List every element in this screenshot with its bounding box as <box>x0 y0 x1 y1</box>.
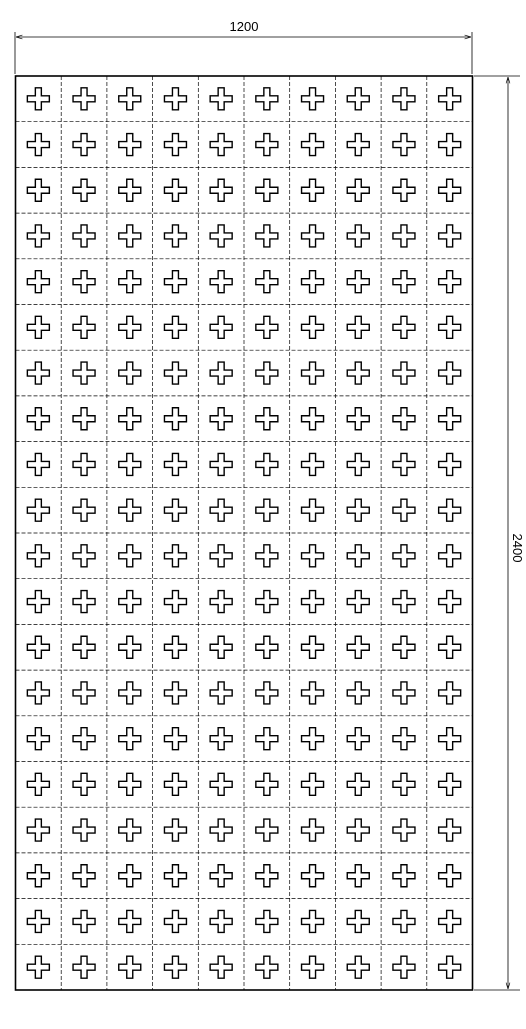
cross-cutout-icon <box>439 636 461 658</box>
cross-cutout-icon <box>73 179 95 201</box>
cross-cutout-icon <box>439 408 461 430</box>
height-label: 2400 <box>510 533 525 563</box>
cross-cutout-icon <box>393 316 415 338</box>
cross-cutout-icon <box>27 179 49 201</box>
cross-cutout-icon <box>439 499 461 521</box>
cross-cutout-icon <box>119 362 141 384</box>
cross-cutout-icon <box>27 545 49 567</box>
cross-cutout-icon <box>256 408 278 430</box>
cross-cutout-icon <box>73 88 95 110</box>
cross-cutout-icon <box>73 362 95 384</box>
cross-cutout-icon <box>347 636 369 658</box>
cross-cutout-icon <box>119 316 141 338</box>
cross-cutout-icon <box>302 316 324 338</box>
cross-cutout-icon <box>256 636 278 658</box>
cross-cutout-icon <box>302 225 324 247</box>
cross-cutout-icon <box>164 728 186 750</box>
cross-cutout-icon <box>439 865 461 887</box>
cross-cutout-icon <box>73 545 95 567</box>
cross-cutout-icon <box>256 271 278 293</box>
cross-cutout-icon <box>393 179 415 201</box>
cross-cutout-icon <box>164 134 186 156</box>
cross-cutout-icon <box>119 956 141 978</box>
cross-cutout-icon <box>439 545 461 567</box>
cross-cutout-icon <box>439 956 461 978</box>
cross-cutout-icon <box>256 134 278 156</box>
cross-cutout-icon <box>119 179 141 201</box>
cross-cutout-icon <box>256 956 278 978</box>
cross-cutout-icon <box>119 819 141 841</box>
cross-cutout-icon <box>210 134 232 156</box>
cross-cutout-icon <box>119 591 141 613</box>
cross-cutout-icon <box>164 910 186 932</box>
cross-cutout-icon <box>119 499 141 521</box>
cross-cutout-icon <box>164 179 186 201</box>
cross-cutout-icon <box>210 819 232 841</box>
cross-cutout-icon <box>256 910 278 932</box>
cross-cutout-icon <box>164 88 186 110</box>
cross-cutout-icon <box>210 362 232 384</box>
cross-cutout-icon <box>27 591 49 613</box>
cross-cutout-icon <box>210 408 232 430</box>
cross-cutout-icon <box>27 453 49 475</box>
cross-cutout-icon <box>256 453 278 475</box>
cross-cutout-icon <box>439 134 461 156</box>
cross-cutout-icon <box>119 271 141 293</box>
cross-cutout-icon <box>73 453 95 475</box>
cross-cutout-icon <box>439 773 461 795</box>
cross-cutout-icon <box>393 408 415 430</box>
cross-cutout-icon <box>347 499 369 521</box>
cross-cutout-icon <box>210 225 232 247</box>
cross-cutout-icon <box>302 865 324 887</box>
cross-cutout-icon <box>439 591 461 613</box>
cross-cutout-icon <box>210 179 232 201</box>
cross-cutout-icon <box>256 682 278 704</box>
cross-cutout-icon <box>73 408 95 430</box>
cross-cutout-icon <box>302 179 324 201</box>
cross-cutout-icon <box>347 910 369 932</box>
cross-cutout-icon <box>119 453 141 475</box>
cross-cutout-icon <box>347 956 369 978</box>
cross-cutout-icon <box>439 728 461 750</box>
cross-cutout-icon <box>347 773 369 795</box>
cross-cutout-icon <box>164 362 186 384</box>
cross-cutout-icon <box>73 225 95 247</box>
cross-cutout-icon <box>256 545 278 567</box>
cross-cutout-icon <box>347 819 369 841</box>
cross-cutout-icon <box>302 134 324 156</box>
cross-cutout-icon <box>210 591 232 613</box>
cross-cutout-icon <box>27 956 49 978</box>
cross-cutout-icon <box>256 773 278 795</box>
cross-cutout-icon <box>439 362 461 384</box>
cross-cutout-icon <box>393 956 415 978</box>
cross-cutout-icon <box>210 682 232 704</box>
cross-cutout-icon <box>73 682 95 704</box>
width-label: 1200 <box>229 19 259 34</box>
cross-cutout-icon <box>119 134 141 156</box>
cross-cutout-icon <box>347 316 369 338</box>
cross-cutout-icon <box>164 453 186 475</box>
cross-cutout-icon <box>119 88 141 110</box>
cross-cutout-icon <box>164 499 186 521</box>
cross-cutout-icon <box>210 636 232 658</box>
cross-cutout-icon <box>393 591 415 613</box>
cross-cutout-icon <box>393 773 415 795</box>
cross-cutout-icon <box>119 865 141 887</box>
cross-cutout-icon <box>439 910 461 932</box>
cross-cutout-icon <box>256 225 278 247</box>
cross-cutout-icon <box>439 225 461 247</box>
cross-cutout-icon <box>27 682 49 704</box>
cross-cutout-icon <box>393 453 415 475</box>
cross-cutout-icon <box>347 179 369 201</box>
cross-cutout-icon <box>393 271 415 293</box>
cross-cutout-icon <box>73 773 95 795</box>
cross-cutout-icon <box>393 134 415 156</box>
cross-cutout-icon <box>393 362 415 384</box>
cross-cutout-icon <box>347 134 369 156</box>
cross-cutout-icon <box>302 636 324 658</box>
cross-cutout-icon <box>393 499 415 521</box>
cross-cutout-icon <box>393 636 415 658</box>
cross-cutout-icon <box>27 316 49 338</box>
cross-cutout-icon <box>119 545 141 567</box>
cross-cutout-icon <box>210 453 232 475</box>
cross-cutout-icon <box>347 865 369 887</box>
cross-cutout-icon <box>119 225 141 247</box>
cross-cutout-icon <box>164 271 186 293</box>
cross-cutout-icon <box>347 545 369 567</box>
cross-cutout-icon <box>347 591 369 613</box>
cross-cutout-icon <box>347 728 369 750</box>
cross-cutout-icon <box>256 179 278 201</box>
cross-cutout-icon <box>439 682 461 704</box>
cross-cutout-icon <box>27 773 49 795</box>
width-dimension <box>15 19 472 74</box>
cross-cutout-icon <box>27 88 49 110</box>
cross-cutout-icon <box>256 88 278 110</box>
cross-cutout-icon <box>302 453 324 475</box>
cross-cutout-icon <box>439 453 461 475</box>
cross-cutout-icon <box>210 499 232 521</box>
cross-cutout-icon <box>439 88 461 110</box>
cross-cutout-icon <box>256 362 278 384</box>
cross-cutout-icon <box>73 636 95 658</box>
cross-cutout-icon <box>164 545 186 567</box>
cross-cutout-icon <box>256 728 278 750</box>
cross-cutout-icon <box>210 910 232 932</box>
cross-cutout-icon <box>439 271 461 293</box>
cross-cutout-icon <box>439 179 461 201</box>
cross-cutout-icon <box>347 271 369 293</box>
cross-cutout-icon <box>164 773 186 795</box>
cross-cutout-icon <box>27 819 49 841</box>
cross-cutout-icon <box>119 408 141 430</box>
cross-cutout-icon <box>164 225 186 247</box>
cross-cutout-icon <box>27 636 49 658</box>
cross-cutout-icon <box>73 865 95 887</box>
cross-cutout-icon <box>393 682 415 704</box>
cross-cutout-icon <box>27 408 49 430</box>
cross-cutout-icon <box>302 819 324 841</box>
cross-cutout-icon <box>73 819 95 841</box>
cross-cutout-icon <box>27 865 49 887</box>
cross-cutout-icon <box>27 134 49 156</box>
cross-cutout-icon <box>256 316 278 338</box>
cross-cutout-icon <box>393 545 415 567</box>
cross-cutout-icon <box>302 499 324 521</box>
cross-cutout-icon <box>256 865 278 887</box>
cross-cutout-icon <box>302 545 324 567</box>
cross-cutout-icon <box>302 773 324 795</box>
cross-cutout-icon <box>210 956 232 978</box>
cross-cutout-icon <box>393 819 415 841</box>
cross-cutout-icon <box>73 134 95 156</box>
cross-cutout-icon <box>256 819 278 841</box>
cross-cutout-icon <box>302 956 324 978</box>
cross-cutout-icon <box>119 636 141 658</box>
cross-cutout-icon <box>27 499 49 521</box>
cross-cutout-icon <box>164 865 186 887</box>
cross-cutout-icon <box>210 773 232 795</box>
height-dimension <box>474 76 525 990</box>
cross-cutout-icon <box>393 910 415 932</box>
cross-cutout-icon <box>164 591 186 613</box>
cross-cutout-icon <box>27 362 49 384</box>
cross-cutout-icon <box>439 819 461 841</box>
cross-cutout-icon <box>27 271 49 293</box>
cross-cutout-icon <box>393 728 415 750</box>
cross-cutout-icon <box>347 225 369 247</box>
cross-cutout-icon <box>73 910 95 932</box>
cross-cutout-icon <box>73 271 95 293</box>
cross-cutout-icon <box>73 728 95 750</box>
cross-cutout-icon <box>439 316 461 338</box>
cross-cutout-icon <box>73 499 95 521</box>
cross-cutout-icon <box>347 408 369 430</box>
cross-cutout-icon <box>302 271 324 293</box>
cross-cutout-icon <box>164 956 186 978</box>
cross-cutout-icon <box>347 682 369 704</box>
cross-cutout-icon <box>27 225 49 247</box>
cross-cutout-icon <box>302 88 324 110</box>
cross-cutout-icon <box>119 728 141 750</box>
cross-cutout-icon <box>302 910 324 932</box>
cross-cutout-icon <box>164 408 186 430</box>
cross-cutout-icon <box>302 728 324 750</box>
cross-cutout-icon <box>302 362 324 384</box>
cross-cutout-icon <box>302 408 324 430</box>
cross-cutout-icon <box>73 956 95 978</box>
cross-cutout-icon <box>119 773 141 795</box>
cross-cutout-icon <box>73 316 95 338</box>
cell-grid <box>16 76 473 990</box>
cross-cutout-icon <box>347 362 369 384</box>
cross-cutout-icon <box>119 682 141 704</box>
cross-cutout-icon <box>27 728 49 750</box>
cross-cutout-icon <box>164 636 186 658</box>
cross-cutout-icon <box>164 316 186 338</box>
cross-cutout-icon <box>347 453 369 475</box>
cross-cutout-icon <box>393 88 415 110</box>
cross-cutout-icon <box>210 88 232 110</box>
cross-cutout-icon <box>73 591 95 613</box>
cross-cutout-icon <box>302 682 324 704</box>
cross-cutout-icon <box>302 591 324 613</box>
cross-cutout-icon <box>256 499 278 521</box>
cross-cutout-icon <box>210 316 232 338</box>
cross-cutout-icon <box>347 88 369 110</box>
cross-cutout-icon <box>164 682 186 704</box>
cross-cutout-icon <box>210 271 232 293</box>
cross-cutout-icon <box>256 591 278 613</box>
cross-cutout-icon <box>210 865 232 887</box>
cross-cutout-icon <box>393 225 415 247</box>
cross-cutout-icon <box>119 910 141 932</box>
cross-cutout-icon <box>210 545 232 567</box>
cross-cutout-icon <box>393 865 415 887</box>
cross-cutout-icon <box>210 728 232 750</box>
cross-cutout-icon <box>164 819 186 841</box>
cross-cutout-icon <box>27 910 49 932</box>
